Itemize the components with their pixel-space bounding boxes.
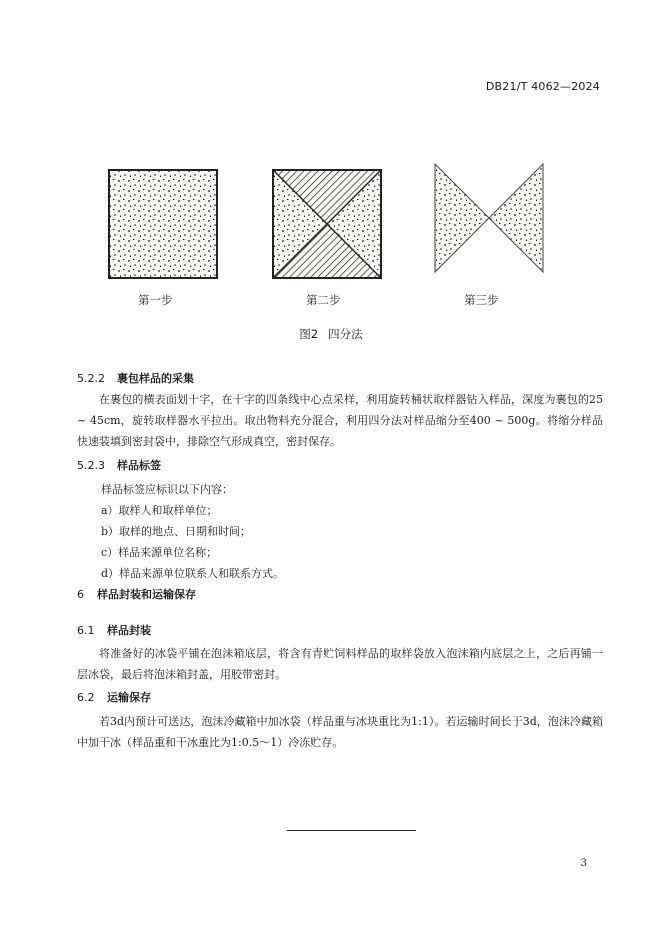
heading-5-2-3: 5.2.3 样品标签 <box>77 459 161 472</box>
doc-code: DB21/T 4062—2024 <box>485 80 600 93</box>
footer-rule <box>287 830 416 831</box>
list-item: a）取样人和取样单位； <box>101 504 218 517</box>
paragraph-6-1: 将准备好的冰袋平铺在泡沫箱底层，将含有青贮饲料样品的取样袋放入泡沫箱内底层之上，之后再铺一层冰袋，最后将泡沫箱封盖，用胶带密封。 <box>77 647 603 681</box>
figure-number: 图2 <box>299 327 319 341</box>
page-number: 3 <box>580 858 587 869</box>
heading-6-1: 6.1 样品封装 <box>77 624 151 637</box>
heading-5-2-2: 5.2.2 裹包样品的采集 <box>77 372 194 385</box>
step1-diagram <box>107 168 219 280</box>
list-item: c）样品来源单位名称； <box>101 546 218 559</box>
label-list <box>101 479 284 584</box>
quartering-figure <box>0 156 662 296</box>
step3-diagram <box>433 162 545 274</box>
paragraph-5-2-2: 在裹包的横表面划十字，在十字的四条线中心点采样，利用旋转桶状取样器钻入样品，深度为裹包的25 ~ 45cm，旋转取样器水平拉出。取出物料充分混合，利用四分法对样品缩分至400 ~ 500g。将缩分样品快速装填到密封袋中，排除空气形成真空，密封保存。 <box>77 393 603 448</box>
list-item: b）取样的地点、日期和时间； <box>101 525 252 538</box>
step3-label: 第三步 <box>464 293 499 307</box>
step1-label: 第一步 <box>138 293 173 307</box>
heading-6: 6 样品封装和运输保存 <box>77 588 196 601</box>
step2-label: 第二步 <box>306 293 341 307</box>
figure-caption <box>0 326 662 342</box>
figure-title: 四分法 <box>328 327 363 341</box>
paragraph-6-2: 若3d内预计可送达，泡沫冷藏箱中加冰袋（样品重与冰块重比为1:1）。若运输时间长于3d，泡沫冷藏箱中加干冰（样品重和干冰重比为1:0.5～1）冷冻贮存。 <box>77 715 603 749</box>
list-item: d）样品来源单位联系人和联系方式。 <box>101 567 285 580</box>
step2-diagram <box>271 168 383 280</box>
heading-6-2: 6.2 运输保存 <box>77 691 151 704</box>
list-intro: 样品标签应标识以下内容： <box>101 483 233 496</box>
